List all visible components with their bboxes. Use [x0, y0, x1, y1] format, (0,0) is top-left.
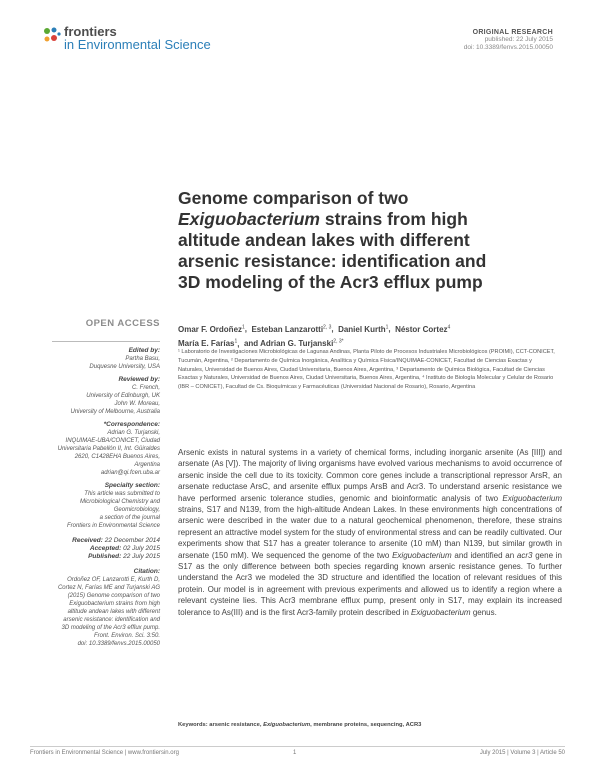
sidebar-text-line: C. French,: [131, 385, 160, 391]
sidebar-text-line: University of Melbourne, Australia: [70, 409, 160, 415]
keywords: Keywords: arsenic resistance, Exiguobacterium, membrane proteins, sequencing, ACR3: [178, 722, 422, 728]
sidebar-text-line: altitude andean lakes with different: [67, 609, 160, 615]
abstract-text-segment: acr3: [516, 550, 533, 560]
sidebar-text-line: arsenic resistance: identification and: [63, 617, 160, 623]
sidebar-text-line: University of Edinburgh, UK: [86, 393, 160, 399]
footer-journal-link[interactable]: Frontiers in Environmental Science | www.frontiersin.org: [30, 750, 179, 756]
sidebar-text-line: Cortez N, Farías ME and Turjanski AG: [57, 585, 160, 591]
logo-text-frontiers: frontiers: [64, 24, 117, 39]
sidebar-text-line: Frontiers in Environmental Science: [66, 523, 160, 529]
logo-text-journal: in Environmental Science: [64, 37, 211, 52]
abstract-text-segment: and identified an: [451, 550, 517, 560]
sidebar-text-line: Microbiological Chemistry and: [79, 499, 160, 505]
author-name[interactable]: María E. Farías$^1$: [178, 338, 238, 349]
sidebar-text-line: INQUIMAE-UBA/CONICET, Ciudad: [65, 438, 160, 444]
reviewed-by-label: Reviewed by:: [118, 376, 160, 383]
abstract-text-segment: Exiguobacterium: [411, 607, 471, 617]
article-type: ORIGINAL RESEARCH: [472, 29, 553, 36]
article-sidebar: [52, 336, 160, 648]
sidebar-text-line: Duquesne University, USA: [89, 364, 160, 370]
abstract-text-segment: Exiguobacterium: [392, 550, 452, 560]
sidebar-text-line: doi: 10.3389/fenvs.2015.00050: [77, 641, 160, 647]
abstract-text-segment: Arsenic exists in natural systems in a variety of chemical forms, including inorganic arsenite (As [III]) and arsenate (As [V]). The majority of living organisms have evolved various mechanisms to avoid occurrence of arsenic inside the cell due to its toxicity. Common core genes include a transcriptional repressor ArsR, an arsenate reductase ArsC, and arsenite efflux pumps ArsB and Acr3. To understand arsenic resistance we have performed arsenic tolerance studies, genomic and bioinformatic analysis of two: [178, 448, 562, 503]
sidebar-text-line: 3D modeling of the Acr3 efflux pump.: [61, 625, 160, 631]
abstract-text-segment: Exiguobacterium: [502, 493, 562, 503]
sidebar-text-line: Geomicrobiology,: [113, 507, 160, 513]
accepted-row: Accepted: 02 July 2015: [89, 545, 160, 552]
sidebar-text-line: Front. Environ. Sci. 3:50.: [93, 633, 160, 639]
edited-by: [52, 355, 160, 371]
sidebar-text-line: Ordoñez OF, Lanzarotti E, Kurth D,: [67, 577, 160, 583]
author-name[interactable]: Omar F. Ordoñez$^1$: [178, 324, 245, 334]
edited-by-label: Edited by:: [128, 347, 160, 354]
author-name[interactable]: Esteban Lanzarotti$^{2, 3}$: [251, 324, 332, 334]
sidebar-text-line: adrian@qi.fcen.uba.ar: [100, 470, 160, 476]
abstract-text-segment: gene in S17 as the only difference between both species regarding known arsenic resistance genes. To further understand the Acr3 we modeled the 3D structure and identified the location of relevant residues of this protein. Our model is in agreement with previous experiments and allowed us to identify a region where a relevant cysteine lies. This Acr3 membrane efflux pump, present only in S17, may explain its increased tolerance to As(III) and is the first Acr3-family protein described in: [178, 550, 562, 617]
sidebar-text-line: Partha Basu,: [125, 356, 160, 362]
citation: [52, 576, 160, 648]
specialty-section: [52, 490, 160, 530]
sidebar-text-line: a section of the journal: [99, 515, 160, 521]
author-line-2: María E. Farías$^1$, and Adrian G. Turjanski$^{2, 3*}$: [178, 338, 344, 349]
published-date: published: 22 July 2015: [484, 36, 553, 43]
sidebar-text-line: Adrian G. Turjanski,: [107, 430, 160, 436]
published-row: Published: 22 July 2015: [88, 553, 160, 560]
sidebar-text-line: 2620, C1428EHA Buenos Aires,: [74, 454, 160, 460]
frontiers-logo-icon: [42, 26, 62, 46]
author-list: [178, 321, 558, 350]
abstract: [178, 447, 562, 618]
footer-issue-info: July 2015 | Volume 3 | Article 50: [479, 750, 565, 756]
reviewed-by: [52, 384, 160, 416]
correspondence: [52, 429, 160, 477]
doi: doi: 10.3389/fenvs.2015.00050: [463, 44, 553, 51]
page-number: 1: [293, 750, 297, 756]
abstract-text-segment: genus.: [470, 607, 497, 617]
sidebar-text-line: Exiguobacterium strains from high: [69, 601, 160, 607]
received-row: Received: 22 December 2014: [72, 537, 160, 544]
article-meta: [464, 29, 553, 52]
sidebar-text-line: John W. Moreau,: [114, 401, 160, 407]
sidebar-text-line: (2015) Genome comparison of two: [67, 593, 160, 599]
sidebar-text-line: Argentina: [134, 462, 160, 468]
author-name[interactable]: Daniel Kurth$^1$: [338, 324, 389, 334]
citation-label: Citation:: [133, 568, 160, 575]
specialty-label: Specialty section:: [104, 482, 160, 489]
footer-rule: [30, 746, 565, 747]
affiliations: ¹ Laboratorio de Investigaciones Microbiológicas de Lagunas Andinas, Planta Piloto de Procesos Industriales Microbiológicos (PROIMI), CCT-CONICET, Tucumán, Argentina, ² Departamento de Química Inorgánica, Analítica y Química Física/INQUIMAE-CONICET, Facultad de Ciencias Exactas y Naturales, Universidad de Buenos Aires, Ciudad Universitaria, Buenos Aires, Argentina, ³ Departamento de Química Biológica, Facultad de Ciencias Exactas y Naturales, Universidad de Buenos Aires, Ciudad Universitaria, Buenos Aires, Argentina, ⁴ Instituto de Biología Molecular y Celular de Rosario (IBR – CONICET), Facultad de Cs. Bioquímicas y Farmacéuticas (Universidad Nacional de Rosario), Rosario, Argentina: [178, 349, 555, 391]
sidebar-text-line: Universitaria Pabellón II, Int. Güiraldes: [57, 446, 160, 452]
abstract-text-segment: strains, S17 and N139, from the high-altitude Andean Lakes. In these environments high concentrations of arsenic were described in the water due to a natural geochemical phenomenon, therefore, these strains represent an attractive model system for the study of environmental stress and can be readily cultivated. Our experiments show that S17 has a greater tolerance to arsenite (10 mM) than N139, but similar growth in arsenate (150 mM). We sequenced the genome of the two: [178, 505, 562, 560]
article-title: Genome comparison of two Exiguobacterium strains from high altitude andean lakes with different arsenic resistance: identification and 3D modeling of the Acr3 efflux pump: [178, 188, 487, 292]
author-line-1: Omar F. Ordoñez$^1$, Esteban Lanzarotti$^{2, 3}$, Daniel Kurth$^1$, Néstor Cortez$^4$: [178, 324, 451, 334]
open-access-label: OPEN ACCESS: [85, 318, 160, 329]
author-name[interactable]: and Adrian G. Turjanski$^{2, 3*}$: [243, 338, 344, 349]
correspondence-label: *Correspondence:: [103, 421, 160, 428]
author-name[interactable]: Néstor Cortez$^4$: [395, 324, 451, 334]
sidebar-text-line: This article was submitted to: [84, 491, 160, 497]
